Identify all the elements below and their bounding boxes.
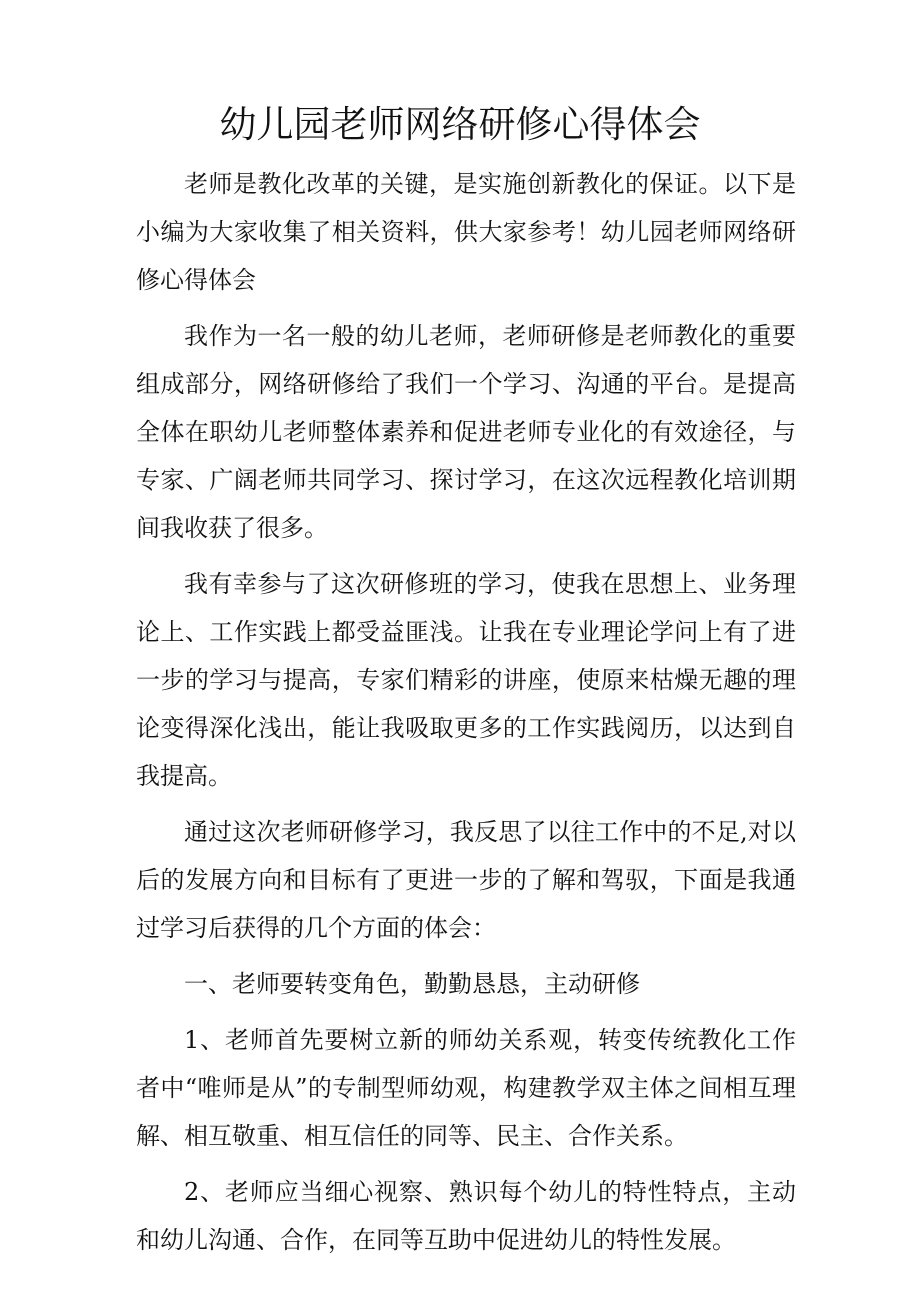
paragraph-intro: 老师是教化改革的关键，是实施创新教化的保证。以下是小编为大家收集了相关资料，供大家参考！幼儿园老师网络研修心得体会 [136,170,796,294]
paragraph-1: 我作为一名一般的幼儿老师，老师研修是老师教化的重要组成部分，网络研修给了我们一个学习、沟通的平台。是提高全体在职幼儿老师整体素养和促进老师专业化的有效途径，与专家、广阔老师共同学习、探讨学习，在这次远程教化培训期间我收获了很多。 [136,322,796,542]
paragraph-2: 我有幸参与了这次研修班的学习，使我在思想上、业务理论上、工作实践上都受益匪浅。让我在专业理论学问上有了进一步的学习与提高，专家们精彩的讲座，使原来枯燥无趣的理论变得深化浅出，能让我吸取更多的工作实践阅历，以达到自我提高。 [136,570,796,790]
section-heading-1: 一、老师要转变角色，勤勤恳恳，主动研修 [184,970,640,998]
paragraph-item-2: 2、老师应当细心视察、熟识每个幼儿的特性特点，主动和幼儿沟通、合作，在同等互助中促进幼儿的特性发展。 [136,1178,796,1254]
paragraph-3: 通过这次老师研修学习，我反思了以往工作中的不足,对以后的发展方向和目标有了更进一步的了解和驾驭，下面是我通过学习后获得的几个方面的体会： [136,818,796,942]
document-title: 幼儿园老师网络研修心得体会 [219,103,701,146]
paragraph-item-1: 1、老师首先要树立新的师幼关系观，转变传统教化工作者中“唯师是从”的专制型师幼观，构建教学双主体之间相互理解、相互敬重、相互信任的同等、民主、合作关系。 [136,1026,796,1150]
document-body [136,160,796,1272]
